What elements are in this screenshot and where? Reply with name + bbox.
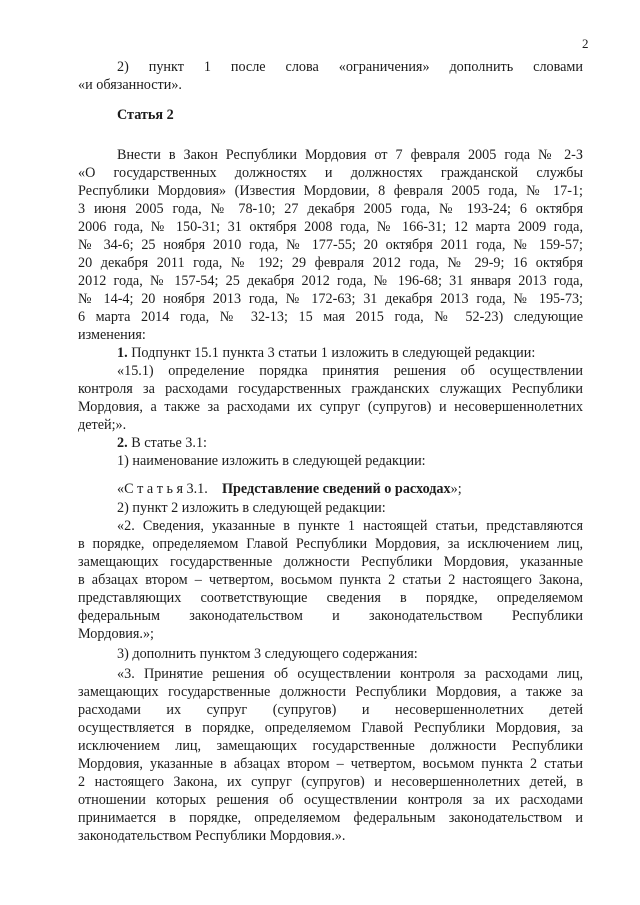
change2-sub1: 1) наименование изложить в следующей редакции: bbox=[117, 453, 426, 469]
change1-text: Подпункт 15.1 пункта 3 статьи 1 изложить в следующей редакции: bbox=[127, 345, 536, 361]
quote2-line: Мордовия.»; bbox=[78, 626, 154, 642]
quote3-line: Мордовия, указанные в абзацах втором – четвертом, восьмом пункта 2 статьи bbox=[78, 756, 583, 772]
quote3-line: принимается в порядке, определяемом федеральным законодательством и bbox=[78, 810, 583, 826]
change1-quote-line: детей;». bbox=[78, 417, 127, 433]
intro-line: 20 декабря 2011 года, № 192; 29 февраля 2012 года, № 29-9; 16 октября bbox=[78, 255, 583, 271]
intro-line: 2006 года, № 150-31; 31 октября 2008 года, № 166-31; 12 марта 2009 года, bbox=[78, 219, 583, 235]
change1-quote-line: Мордовия, а также за расходами их супруг (супругов) и несовершеннолетних bbox=[78, 399, 583, 415]
page-number: 2 bbox=[582, 36, 589, 51]
article-title-prefix: «С т а т ь я 3.1. bbox=[117, 481, 208, 497]
intro-line: № 14-4; 20 ноября 2013 года, № 172-63; 31 декабря 2013 года, № 195-73; bbox=[78, 291, 583, 307]
quote3-line: отношении которых решения об осуществлении контроля за их расходами bbox=[78, 792, 583, 808]
intro-line: 2012 года, № 157-54; 25 декабря 2012 года, № 196-68; 31 января 2013 года, bbox=[78, 273, 583, 289]
intro-line: 6 марта 2014 года, № 32-13; 15 мая 2015 года, № 52-23) следующие bbox=[78, 309, 583, 325]
change1-quote-line: «15.1) определение порядка принятия решения об осуществлении bbox=[117, 363, 583, 379]
change2-text: В статье 3.1: bbox=[127, 435, 207, 451]
quote3-line: расходами их супруг (супругов) и несовершеннолетних детей bbox=[78, 702, 583, 718]
quote2-line: в порядке, определяемом Главой Республики Мордовия, за исключением лиц, bbox=[78, 536, 583, 552]
intro-line: изменения: bbox=[78, 327, 146, 343]
change2-sub3: 3) дополнить пунктом 3 следующего содержания: bbox=[117, 646, 418, 662]
quote3-line: осуществляется в порядке, определяемом Главой Республики Мордовия, за bbox=[78, 720, 583, 736]
quote3-line: замещающих государственные должности Республики Мордовия, а также за bbox=[78, 684, 583, 700]
quote2-line: представляющих соответствующие сведения в порядке, определяемом bbox=[78, 590, 583, 606]
intro-line: «О государственных должностях и должностях гражданской службы bbox=[78, 165, 583, 181]
quote2-line: замещающих государственные должности Республики Мордовия, указанные bbox=[78, 554, 583, 570]
quote3-line: законодательством Республики Мордовия.». bbox=[78, 828, 346, 844]
change1-quote-line: контроля за расходами государственных гражданских служащих Республики bbox=[78, 381, 583, 397]
intro-line: Внести в Закон Республики Мордовия от 7 февраля 2005 года № 2-З bbox=[117, 147, 583, 163]
quote3-line: «3. Принятие решения об осуществлении контроля за расходами лиц, bbox=[117, 666, 583, 682]
intro-line: 3 июня 2005 года, № 78-10; 27 декабря 2005 года, № 193-24; 6 октября bbox=[78, 201, 583, 217]
change2-number: 2. bbox=[117, 435, 128, 451]
article-heading: Статья 2 bbox=[117, 107, 174, 123]
article-title-bold: Представление сведений о расходах bbox=[222, 481, 451, 497]
quote2-line: «2. Сведения, указанные в пункте 1 настоящей статьи, представляются bbox=[117, 518, 583, 534]
quote2-line: федеральным законодательством и законодательством Республики bbox=[78, 608, 583, 624]
change1-line bbox=[117, 344, 583, 362]
change1-number: 1. bbox=[117, 345, 128, 361]
quote3-line: 2 настоящего Закона, их супруг (супругов) и несовершеннолетних детей, в bbox=[78, 774, 583, 790]
article-title-suffix: »; bbox=[450, 481, 462, 497]
item2-line: 2) пункт 1 после слова «ограничения» дополнить словами bbox=[117, 59, 583, 75]
intro-line: № 34-6; 25 ноября 2010 года, № 177-55; 20 октября 2011 года, № 159-57; bbox=[78, 237, 583, 253]
quote3-line: исключением лиц, замещающих государственные должности Республики bbox=[78, 738, 583, 754]
change2-line bbox=[117, 434, 583, 452]
article-3-1-title bbox=[117, 480, 583, 498]
change2-sub2: 2) пункт 2 изложить в следующей редакции: bbox=[117, 500, 386, 516]
quote2-line: в абзацах втором – четвертом, восьмом пункта 2 статьи 2 настоящего Закона, bbox=[78, 572, 583, 588]
intro-line: Республики Мордовия» (Известия Мордовии, 8 февраля 2005 года, № 17-1; bbox=[78, 183, 583, 199]
item2-line: «и обязанности». bbox=[78, 77, 182, 93]
